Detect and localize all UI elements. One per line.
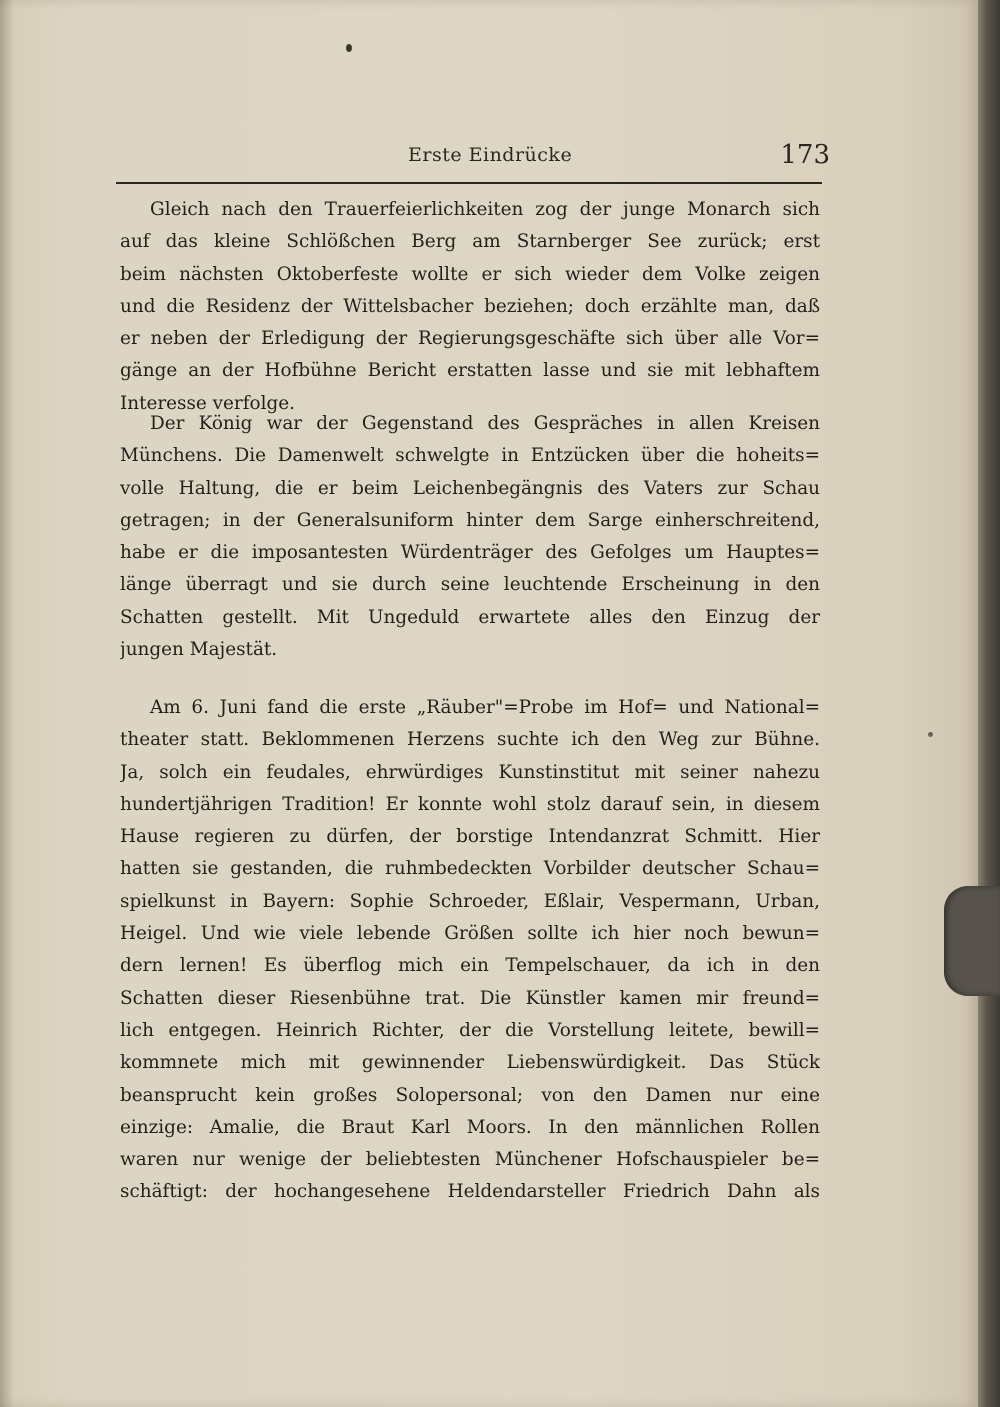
text-line: hatten sie gestanden, die ruhmbedeckten Vorbilder deutscher Schau= bbox=[120, 858, 820, 880]
text-line: Hause regieren zu dürfen, der borstige Intendanzrat Schmitt. Hier bbox=[120, 826, 820, 848]
text-line: Ja, solch ein feudales, ehrwürdiges Kunstinstitut mit seiner nahezu bbox=[120, 761, 820, 783]
text-line: spielkunst in Bayern: Sophie Schroeder, Eßlair, Vespermann, Urban, bbox=[120, 890, 820, 912]
text-line: lich entgegen. Heinrich Richter, der die Vorstellung leitete, bewill= bbox=[120, 1019, 820, 1041]
header-rule bbox=[116, 182, 822, 184]
text-line: kommnete mich mit gewinnender Liebenswürdigkeit. Das Stück bbox=[120, 1052, 820, 1074]
text-line: er neben der Erledigung der Regierungsgeschäfte sich über alle Vor= bbox=[120, 328, 820, 350]
page-tab bbox=[944, 886, 1000, 996]
text-line: jungen Majestät. bbox=[120, 639, 278, 661]
text-line: hundertjährigen Tradition! Er konnte wohl stolz darauf sein, in diesem bbox=[120, 793, 820, 815]
text-line: Gleich nach den Trauerfeierlichkeiten zog der junge Monarch sich bbox=[150, 199, 820, 220]
page-edge bbox=[978, 0, 1000, 1407]
text-line: gänge an der Hofbühne Bericht erstatten lasse und sie mit lebhaftem bbox=[120, 360, 820, 382]
page-number: 173 bbox=[780, 140, 830, 170]
paragraph bbox=[120, 194, 820, 420]
text-line: habe er die imposantesten Würdenträger des Gefolges um Hauptes= bbox=[120, 542, 820, 564]
text-line: getragen; in der Generalsuniform hinter dem Sarge einherschreitend, bbox=[120, 509, 820, 531]
text-line: Der König war der Gegenstand des Gespräches in allen Kreisen bbox=[150, 413, 820, 434]
text-line: Schatten gestellt. Mit Ungeduld erwartete alles den Einzug der bbox=[120, 606, 820, 628]
text-line: beansprucht kein großes Solopersonal; von den Damen nur eine bbox=[120, 1084, 820, 1106]
text-line: schäftigt: der hochangesehene Heldendarsteller Friedrich Dahn als bbox=[120, 1181, 820, 1203]
text-line: waren nur wenige der beliebtesten Münchener Hofschauspieler be= bbox=[120, 1149, 820, 1171]
text-line: und die Residenz der Wittelsbacher beziehen; doch erzählte man, daß bbox=[120, 295, 820, 317]
text-line: theater statt. Beklommenen Herzens suchte ich den Weg zur Bühne. bbox=[120, 729, 820, 751]
text-line: einzige: Amalie, die Braut Karl Moors. In den männlichen Rollen bbox=[120, 1116, 820, 1138]
text-line: dern lernen! Es überflog mich ein Tempelschauer, da ich in den bbox=[120, 955, 820, 977]
running-head: Erste Eindrücke bbox=[408, 144, 573, 166]
binding-shadow bbox=[0, 0, 14, 1407]
paragraph bbox=[120, 408, 820, 666]
text-line: Schatten dieser Riesenbühne trat. Die Künstler kamen mir freund= bbox=[120, 987, 820, 1009]
text-line: länge überragt und sie durch seine leuchtende Erscheinung in den bbox=[120, 574, 820, 596]
text-line: beim nächsten Oktoberfeste wollte er sich wieder dem Volke zeigen bbox=[120, 263, 820, 285]
margin-speck bbox=[928, 732, 933, 737]
text-line: volle Haltung, die er beim Leichenbegängnis des Vaters zur Schau bbox=[120, 477, 820, 499]
text-line: Interesse verfolge. bbox=[120, 392, 295, 414]
text-line: Heigel. Und wie viele lebende Größen sollte ich hier noch bewun= bbox=[120, 923, 820, 945]
text-line: auf das kleine Schlößchen Berg am Starnberger See zurück; erst bbox=[120, 231, 820, 253]
ink-speck bbox=[346, 44, 352, 52]
text-line: Münchens. Die Damenwelt schwelgte in Entzücken über die hoheits= bbox=[120, 445, 820, 467]
paragraph bbox=[120, 692, 820, 1209]
text-line: Am 6. Juni fand die erste „Räuber"=Probe im Hof= und National= bbox=[150, 697, 820, 718]
